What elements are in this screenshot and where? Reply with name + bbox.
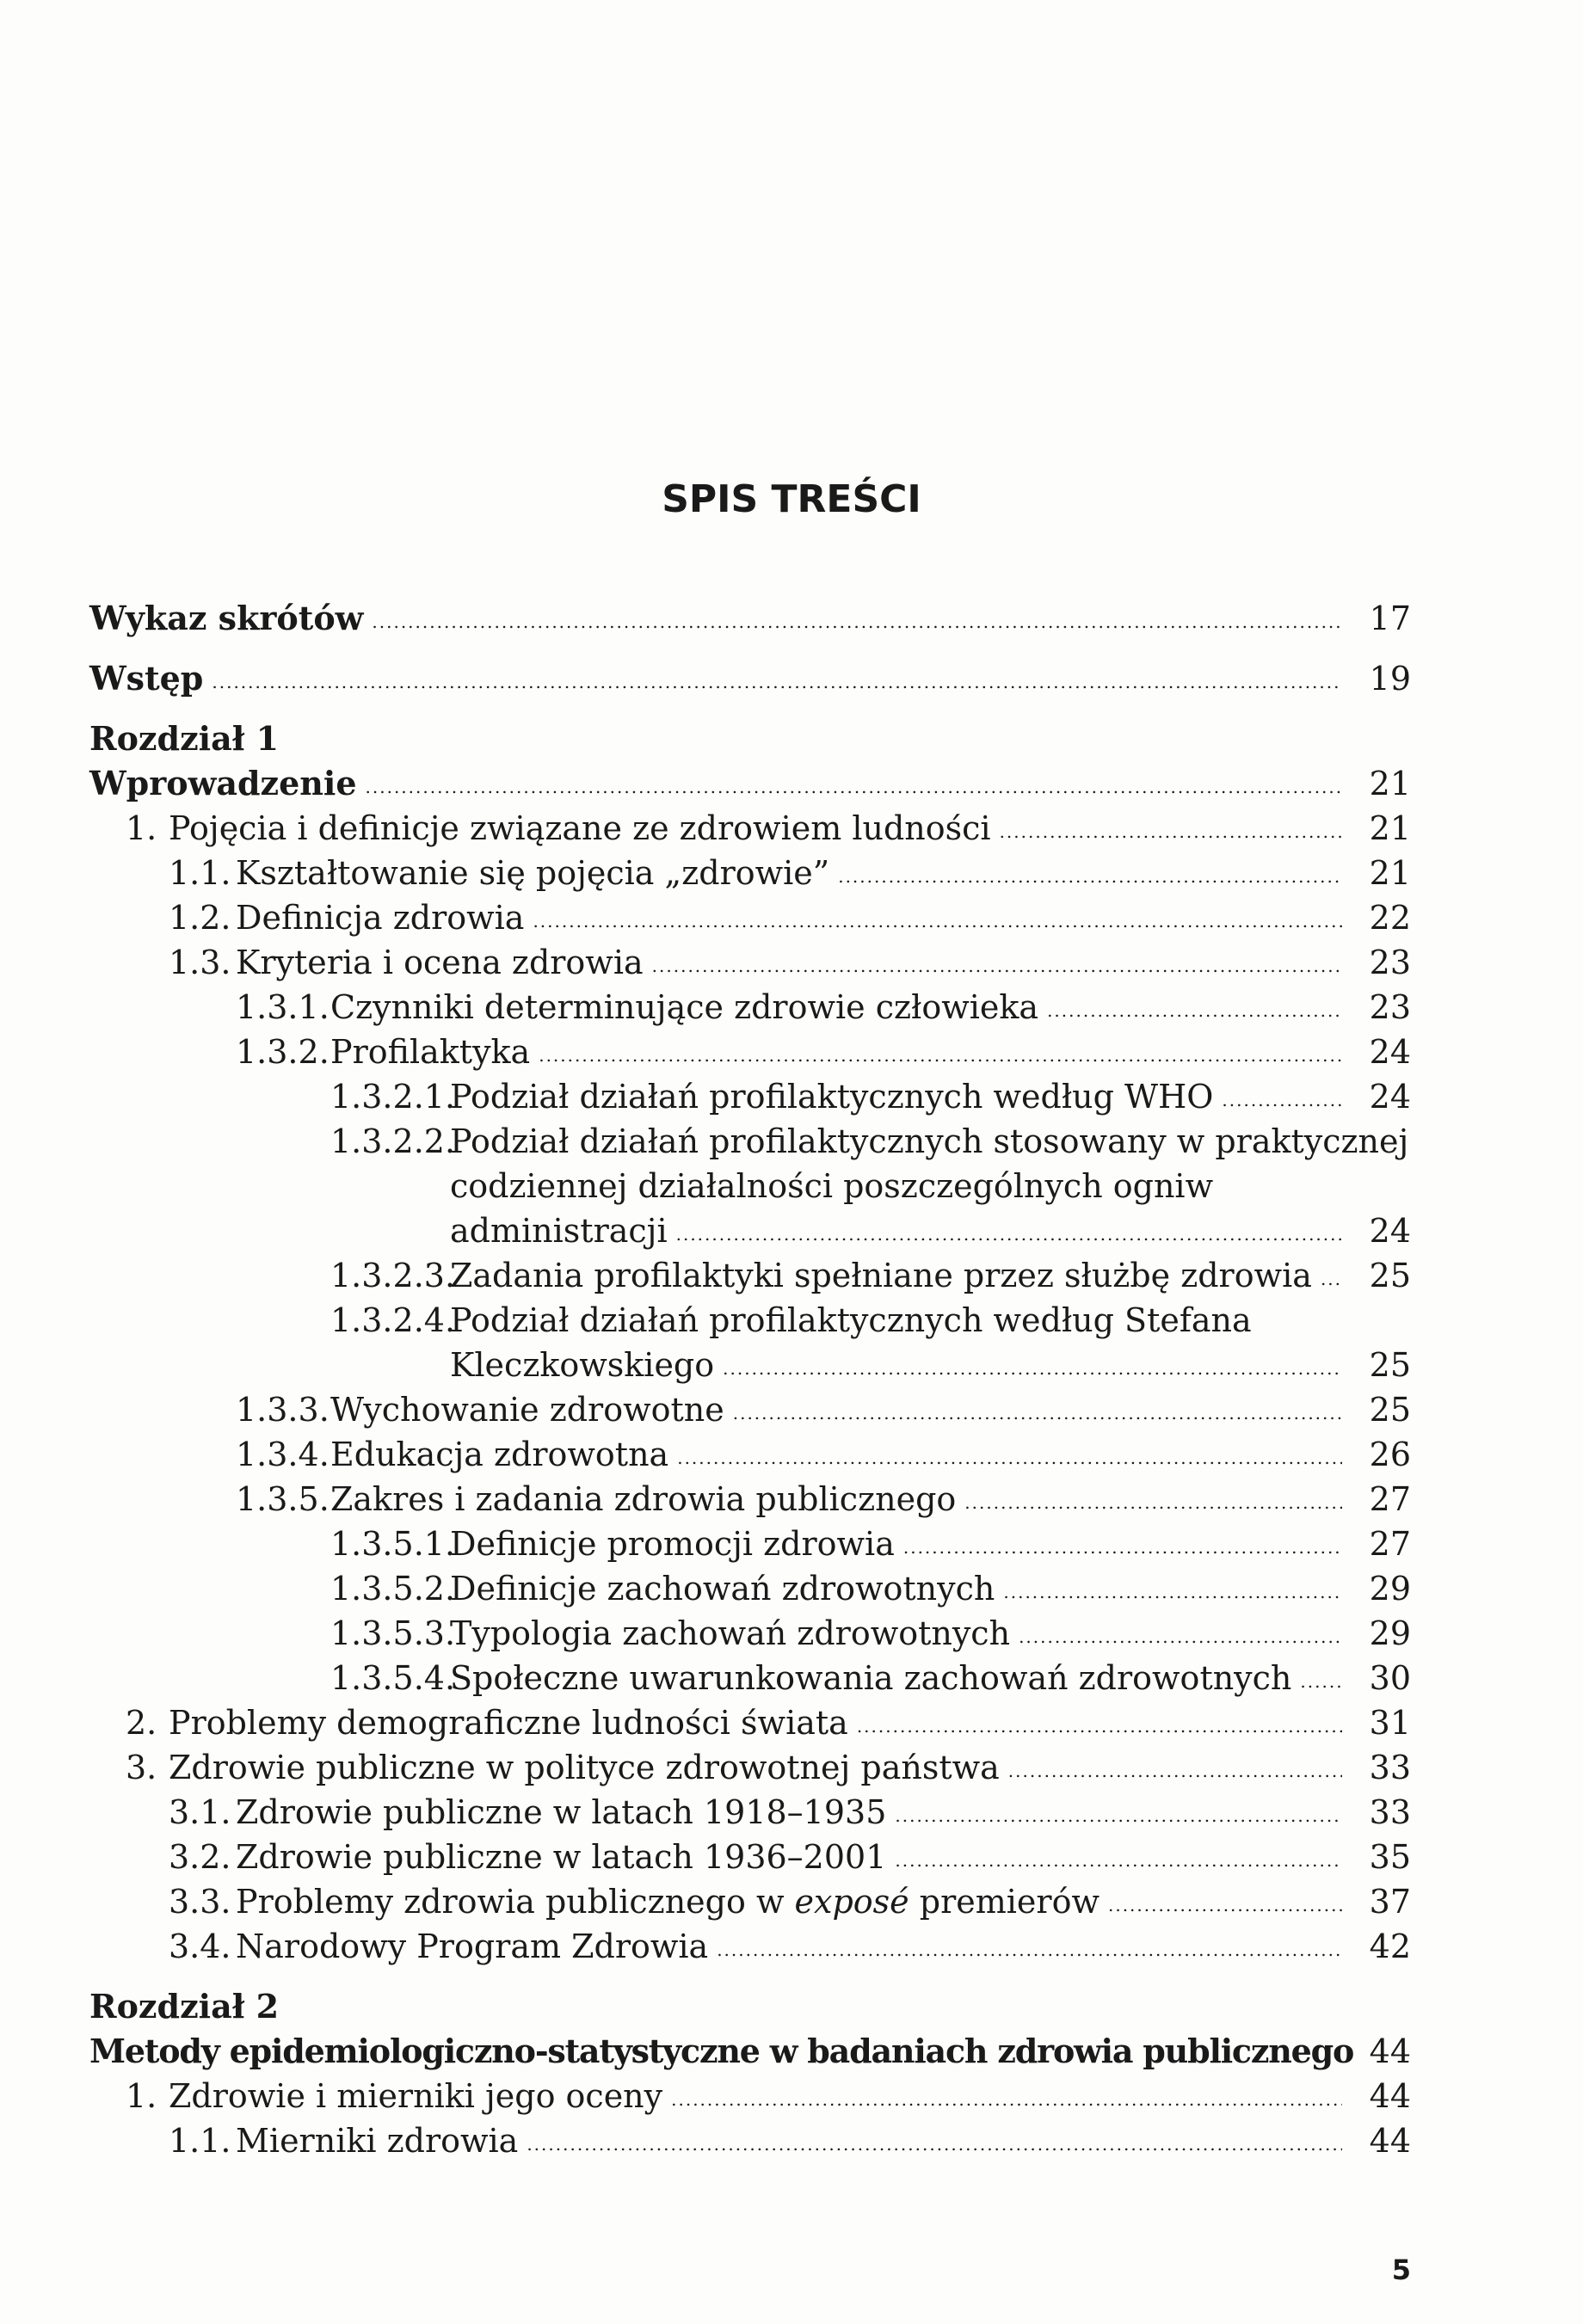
toc-entry[interactable]	[0, 2031, 1411, 2072]
toc-page-number: 33	[1369, 1793, 1411, 1831]
toc-entry-number: 1.3.1.	[236, 988, 330, 1026]
toc-entry[interactable]	[0, 2075, 1411, 2117]
toc-page-number: 24	[1369, 1078, 1411, 1116]
toc-page-number: 44	[1369, 2032, 1411, 2070]
toc-page-number: 44	[1369, 2077, 1411, 2115]
leader-dots	[1047, 990, 1342, 1031]
toc-entry-text: Narodowy Program Zdrowia	[236, 1927, 709, 1965]
toc-entry[interactable]	[0, 1523, 1411, 1565]
toc-entry-text: Definicje zachowań zdrowotnych	[450, 1570, 995, 1608]
leader-dots	[733, 1393, 1342, 1434]
toc-entry-text: Wstęp	[89, 659, 204, 698]
toc-entry[interactable]	[0, 1926, 1411, 1967]
toc-page-number: 23	[1369, 988, 1411, 1026]
toc-entry[interactable]	[0, 1300, 1411, 1341]
toc-entry[interactable]	[0, 1613, 1411, 1654]
toc-page-number: 21	[1369, 809, 1411, 847]
chapter-label	[0, 1986, 1411, 2027]
toc-entry-continuation[interactable]	[0, 1344, 1411, 1386]
leader-dots	[1300, 1661, 1342, 1702]
toc-entry[interactable]	[0, 598, 1411, 639]
toc-entry[interactable]	[0, 1657, 1411, 1699]
leader-dots	[838, 856, 1342, 897]
toc-entry-text: Rozdział 2	[89, 1987, 280, 2026]
leader-dots	[1321, 1258, 1342, 1300]
toc-entry-text: Kleczkowskiego	[450, 1346, 715, 1384]
toc-entry-number: 1.	[126, 809, 157, 847]
toc-entry[interactable]	[0, 1702, 1411, 1743]
toc-entry-text: Pojęcia i definicje związane ze zdrowiem ludności	[169, 809, 991, 847]
toc-entry[interactable]	[0, 808, 1411, 849]
toc-page-number: 31	[1369, 1704, 1411, 1742]
leader-dots	[895, 1795, 1342, 1836]
toc-page-number: 23	[1369, 944, 1411, 981]
toc-entry[interactable]	[0, 897, 1411, 938]
toc-entry-number: 1.3.3.	[236, 1391, 330, 1429]
toc-entry-number: 1.3.2.4.	[330, 1301, 456, 1339]
leader-dots	[366, 766, 1342, 808]
toc-entry-number: 1.3.5.4.	[330, 1659, 456, 1697]
toc-page-number: 24	[1369, 1033, 1411, 1071]
toc-page-number: 22	[1369, 899, 1411, 937]
toc-entry-text: Zadania profilaktyki spełniane przez służbę zdrowia	[450, 1257, 1312, 1294]
toc-entry-number: 1.3.5.	[236, 1480, 330, 1518]
toc-entry[interactable]	[0, 1568, 1411, 1609]
toc-entry-number: 3.1.	[169, 1793, 231, 1831]
toc-entry[interactable]	[0, 1255, 1411, 1296]
toc-entry-number: 1.3.	[169, 944, 231, 981]
leader-dots	[903, 1527, 1342, 1568]
toc-entry-number: 1.3.5.3.	[330, 1614, 456, 1652]
leader-dots	[676, 1214, 1342, 1255]
toc-entry-text: Społeczne uwarunkowania zachowań zdrowotnych	[450, 1659, 1292, 1697]
toc-entry-text: Wychowanie zdrowotne	[330, 1391, 724, 1429]
toc-entry-text: Wprowadzenie	[89, 764, 357, 802]
toc-entry[interactable]	[0, 1076, 1411, 1117]
toc-page-number: 17	[1369, 599, 1411, 637]
toc-entry[interactable]	[0, 1479, 1411, 1520]
toc-entry-text: administracji	[450, 1212, 668, 1250]
toc-entry-number: 1.3.5.1.	[330, 1525, 456, 1563]
toc-entry-continuation[interactable]	[0, 1210, 1411, 1251]
leader-dots	[857, 1706, 1342, 1747]
leader-dots	[527, 2124, 1342, 2165]
toc-entry-number: 2.	[126, 1704, 157, 1742]
toc-page-number: 25	[1369, 1257, 1411, 1294]
toc-entry[interactable]	[0, 763, 1411, 804]
leader-dots	[1000, 811, 1342, 852]
toc-entry[interactable]	[0, 852, 1411, 894]
toc-entry-text: Wykaz skrótów	[89, 599, 364, 637]
toc-page-number: 29	[1369, 1614, 1411, 1652]
leader-dots	[1222, 1079, 1342, 1121]
toc-entry-number: 3.3.	[169, 1883, 231, 1921]
leader-dots	[1003, 1571, 1342, 1613]
toc-page-number: 30	[1369, 1659, 1411, 1697]
toc-entry-text: Kryteria i ocena zdrowia	[236, 944, 644, 981]
leader-dots	[671, 2079, 1342, 2120]
toc-page-number: 37	[1369, 1883, 1411, 1921]
toc-entry-text: Podział działań profilaktycznych według WHO	[450, 1078, 1214, 1116]
toc-entry[interactable]	[0, 1881, 1411, 1922]
leader-dots	[723, 1348, 1342, 1389]
toc-page-number: 42	[1369, 1927, 1411, 1965]
toc-entry-text: Rozdział 1	[89, 719, 280, 758]
toc-page-number: 26	[1369, 1436, 1411, 1473]
toc-page-number: 25	[1369, 1391, 1411, 1429]
toc-entry[interactable]	[0, 1836, 1411, 1878]
page-title: SPIS TREŚCI	[662, 477, 921, 521]
leader-dots	[1108, 1884, 1342, 1926]
leader-dots	[1008, 1750, 1342, 1792]
toc-entry-number: 1.	[126, 2077, 157, 2115]
leader-dots	[652, 945, 1342, 987]
toc-page-number: 27	[1369, 1480, 1411, 1518]
toc-entry[interactable]	[0, 1747, 1411, 1788]
chapter-label	[0, 718, 1411, 759]
toc-entry-number: 1.3.2.	[236, 1033, 330, 1071]
leader-dots	[677, 1437, 1342, 1479]
toc-entry-text: Podział działań profilaktycznych stosowany w praktycznej	[450, 1122, 1409, 1160]
toc-entry-number: 3.	[126, 1749, 157, 1786]
toc-entry-number: 1.1.	[169, 2122, 231, 2160]
toc-entry-text: Problemy zdrowia publicznego w exposé premierów	[236, 1883, 1099, 1921]
toc-entry-text: Definicja zdrowia	[236, 899, 525, 937]
toc-entry-number: 1.1.	[169, 854, 231, 892]
toc-entry-text: Metody epidemiologiczno-statystyczne w badaniach zdrowia publicznego	[89, 2032, 1354, 2070]
toc-entry-number: 1.3.2.2.	[330, 1122, 456, 1160]
toc-page-number: 21	[1369, 765, 1411, 802]
toc-entry-text: Czynniki determinujące zdrowie człowieka	[330, 988, 1039, 1026]
toc-entry-text: Zdrowie publiczne w latach 1918–1935	[236, 1793, 887, 1831]
leader-dots	[1019, 1616, 1342, 1657]
toc-entry-text: Definicje promocji zdrowia	[450, 1525, 895, 1563]
toc-entry-text: Zakres i zadania zdrowia publicznego	[330, 1480, 957, 1518]
leader-dots	[372, 601, 1342, 642]
toc-page-number: 44	[1369, 2122, 1411, 2160]
toc-entry-text: Zdrowie publiczne w polityce zdrowotnej państwa	[169, 1749, 1000, 1786]
toc-entry[interactable]	[0, 942, 1411, 983]
toc-entry-number: 3.2.	[169, 1838, 231, 1876]
page-folio-number: 5	[1391, 2253, 1411, 2286]
toc-page-number: 29	[1369, 1570, 1411, 1608]
toc-page-number: 19	[1369, 660, 1411, 698]
toc-entry-number: 1.3.5.2.	[330, 1570, 456, 1608]
toc-entry-text: Problemy demograficzne ludności świata	[169, 1704, 848, 1742]
toc-entry-number: 1.3.2.1.	[330, 1078, 456, 1116]
leader-dots	[212, 661, 1342, 703]
toc-entry-number: 1.2.	[169, 899, 231, 937]
toc-entry-text: Kształtowanie się pojęcia „zdrowie”	[236, 854, 830, 892]
toc-page-number: 24	[1369, 1212, 1411, 1250]
toc-entry-number: 1.3.2.3.	[330, 1257, 456, 1294]
toc-entry[interactable]	[0, 1389, 1411, 1430]
leader-dots	[717, 1929, 1342, 1970]
toc-page-number: 25	[1369, 1346, 1411, 1384]
leader-dots	[533, 901, 1342, 942]
toc-entry[interactable]	[0, 1031, 1411, 1073]
toc-entry-continuation	[0, 1165, 1411, 1207]
toc-entry[interactable]	[0, 987, 1411, 1028]
toc-entry-text: Edukacja zdrowotna	[330, 1436, 669, 1473]
toc-entry-number: 3.4.	[169, 1927, 231, 1965]
toc-entry-text: Profilaktyka	[330, 1033, 531, 1071]
toc-entry[interactable]	[0, 2120, 1411, 2161]
toc-entry[interactable]	[0, 1121, 1411, 1162]
toc-entry-text: Mierniki zdrowia	[236, 2122, 519, 2160]
toc-entry[interactable]	[0, 658, 1411, 699]
toc-entry-text: Zdrowie i mierniki jego oceny	[169, 2077, 663, 2115]
toc-entry-text: codziennej działalności poszczególnych ogniw	[450, 1167, 1214, 1205]
toc-page-number: 35	[1369, 1838, 1411, 1876]
leader-dots	[895, 1840, 1342, 1881]
toc-entry-text: Podział działań profilaktycznych według Stefana	[450, 1301, 1252, 1339]
toc-page-number: 27	[1369, 1525, 1411, 1563]
toc-page-number: 33	[1369, 1749, 1411, 1786]
toc-entry[interactable]	[0, 1434, 1411, 1475]
leader-dots	[539, 1035, 1342, 1076]
toc-entry-number: 1.3.4.	[236, 1436, 330, 1473]
toc-entry[interactable]	[0, 1792, 1411, 1833]
leader-dots	[964, 1482, 1342, 1523]
toc-page-number: 21	[1369, 854, 1411, 892]
toc-entry-text: Typologia zachowań zdrowotnych	[450, 1614, 1011, 1652]
toc-entry-text: Zdrowie publiczne w latach 1936–2001	[236, 1838, 887, 1876]
